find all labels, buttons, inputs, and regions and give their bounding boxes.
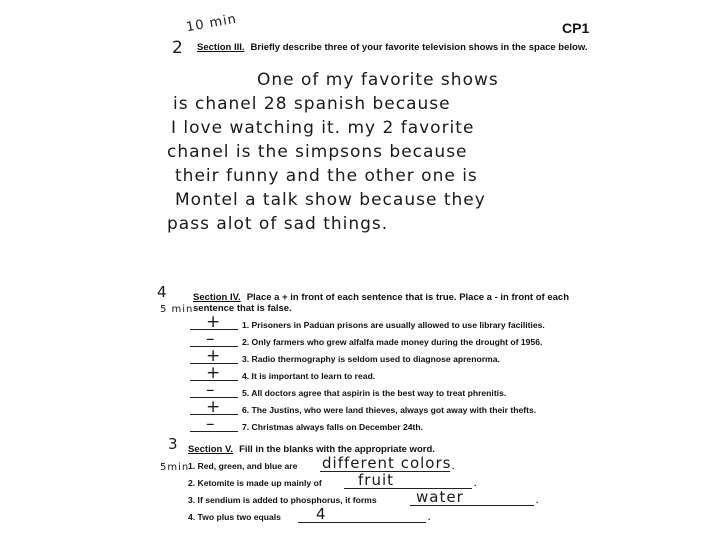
- statement-text: 2. Only farmers who grew alfalfa made money during the drought of 1956.: [242, 337, 543, 347]
- section-3-title: Section III.: [197, 42, 245, 53]
- section-4-title: Section IV.: [193, 292, 241, 303]
- handwritten-answer: +: [206, 397, 222, 417]
- handwritten-section-number: 4: [157, 283, 168, 301]
- handwritten-time-note: 10 min: [185, 11, 239, 36]
- handwritten-time-note: 5 min: [160, 304, 194, 315]
- true-false-item: [190, 397, 600, 420]
- true-false-item: [190, 312, 600, 335]
- true-false-item: [190, 380, 600, 403]
- section-5-title: Section V.: [188, 444, 234, 455]
- section-3-response: [165, 68, 605, 236]
- handwritten-answer: different colors: [322, 454, 452, 472]
- statement-text: 6. The Justins, who were land thieves, always got away with their thefts.: [242, 405, 537, 415]
- handwritten-section-number: 2: [172, 38, 184, 58]
- statement-text: 1. Prisoners in Paduan prisons are usually allowed to use library facilities.: [242, 320, 545, 330]
- true-false-list: [190, 312, 600, 437]
- response-line: Montel a talk show because they: [175, 190, 486, 210]
- section-3-instruction: Briefly describe three of your favorite television shows in the space below.: [250, 42, 588, 53]
- true-false-item: [190, 329, 600, 352]
- fill-in-list: [188, 454, 598, 526]
- prompt-text: 2. Ketomite is made up mainly of: [188, 478, 322, 488]
- handwritten-answer: fruit: [358, 471, 395, 489]
- statement-text: 5. All doctors agree that aspirin is the best way to treat phrenitis.: [242, 388, 507, 398]
- true-false-item: [190, 414, 600, 437]
- statement-text: 4. It is important to learn to read.: [242, 371, 376, 381]
- statement-text: 3. Radio thermography is seldom used to diagnose aprenorma.: [242, 354, 500, 364]
- sentence-end: .: [428, 512, 431, 522]
- response-line: One of my favorite shows: [257, 70, 499, 90]
- sentence-end: .: [452, 461, 455, 471]
- response-line: their funny and the other one is: [175, 166, 478, 186]
- section-4-heading: [193, 292, 588, 314]
- sentence-end: .: [474, 478, 477, 488]
- fill-in-item: [188, 488, 598, 509]
- handwritten-answer: +: [206, 363, 222, 383]
- handwritten-answer: 4: [316, 505, 327, 523]
- prompt-text: 4. Two plus two equals: [188, 512, 281, 522]
- statement-text: 7. Christmas always falls on December 24th.: [242, 422, 424, 432]
- response-line: is chanel 28 spanish because: [173, 94, 451, 114]
- handwritten-section-number: 3: [168, 435, 179, 453]
- true-false-item: [190, 346, 600, 369]
- document-code: CP1: [562, 20, 590, 36]
- true-false-item: [190, 363, 600, 386]
- handwritten-time-note: 5min: [160, 462, 190, 473]
- handwritten-answer: +: [206, 312, 222, 332]
- handwritten-answer: water: [416, 488, 464, 506]
- response-line: pass alot of sad things.: [167, 214, 389, 234]
- handwritten-answer: –: [206, 380, 216, 400]
- response-line: chanel is the simpsons because: [167, 142, 468, 162]
- fill-in-item: [188, 505, 598, 526]
- handwritten-answer: +: [206, 346, 222, 366]
- section-3-heading: [197, 42, 592, 53]
- handwritten-answer: –: [206, 329, 216, 349]
- sentence-end: .: [536, 495, 539, 505]
- handwritten-answer: –: [206, 414, 216, 434]
- section-4-instruction: Place a + in front of each sentence that is true. Place a - in front of each sentence that is false.: [193, 292, 569, 314]
- prompt-text: 1. Red, green, and blue are: [188, 461, 298, 471]
- section-5-instruction: Fill in the blanks with the appropriate word.: [239, 444, 435, 455]
- response-line: I love watching it. my 2 favorite: [171, 118, 475, 138]
- prompt-text: 3. If sendium is added to phosphorus, it forms: [188, 495, 377, 505]
- fill-in-item: [188, 471, 598, 492]
